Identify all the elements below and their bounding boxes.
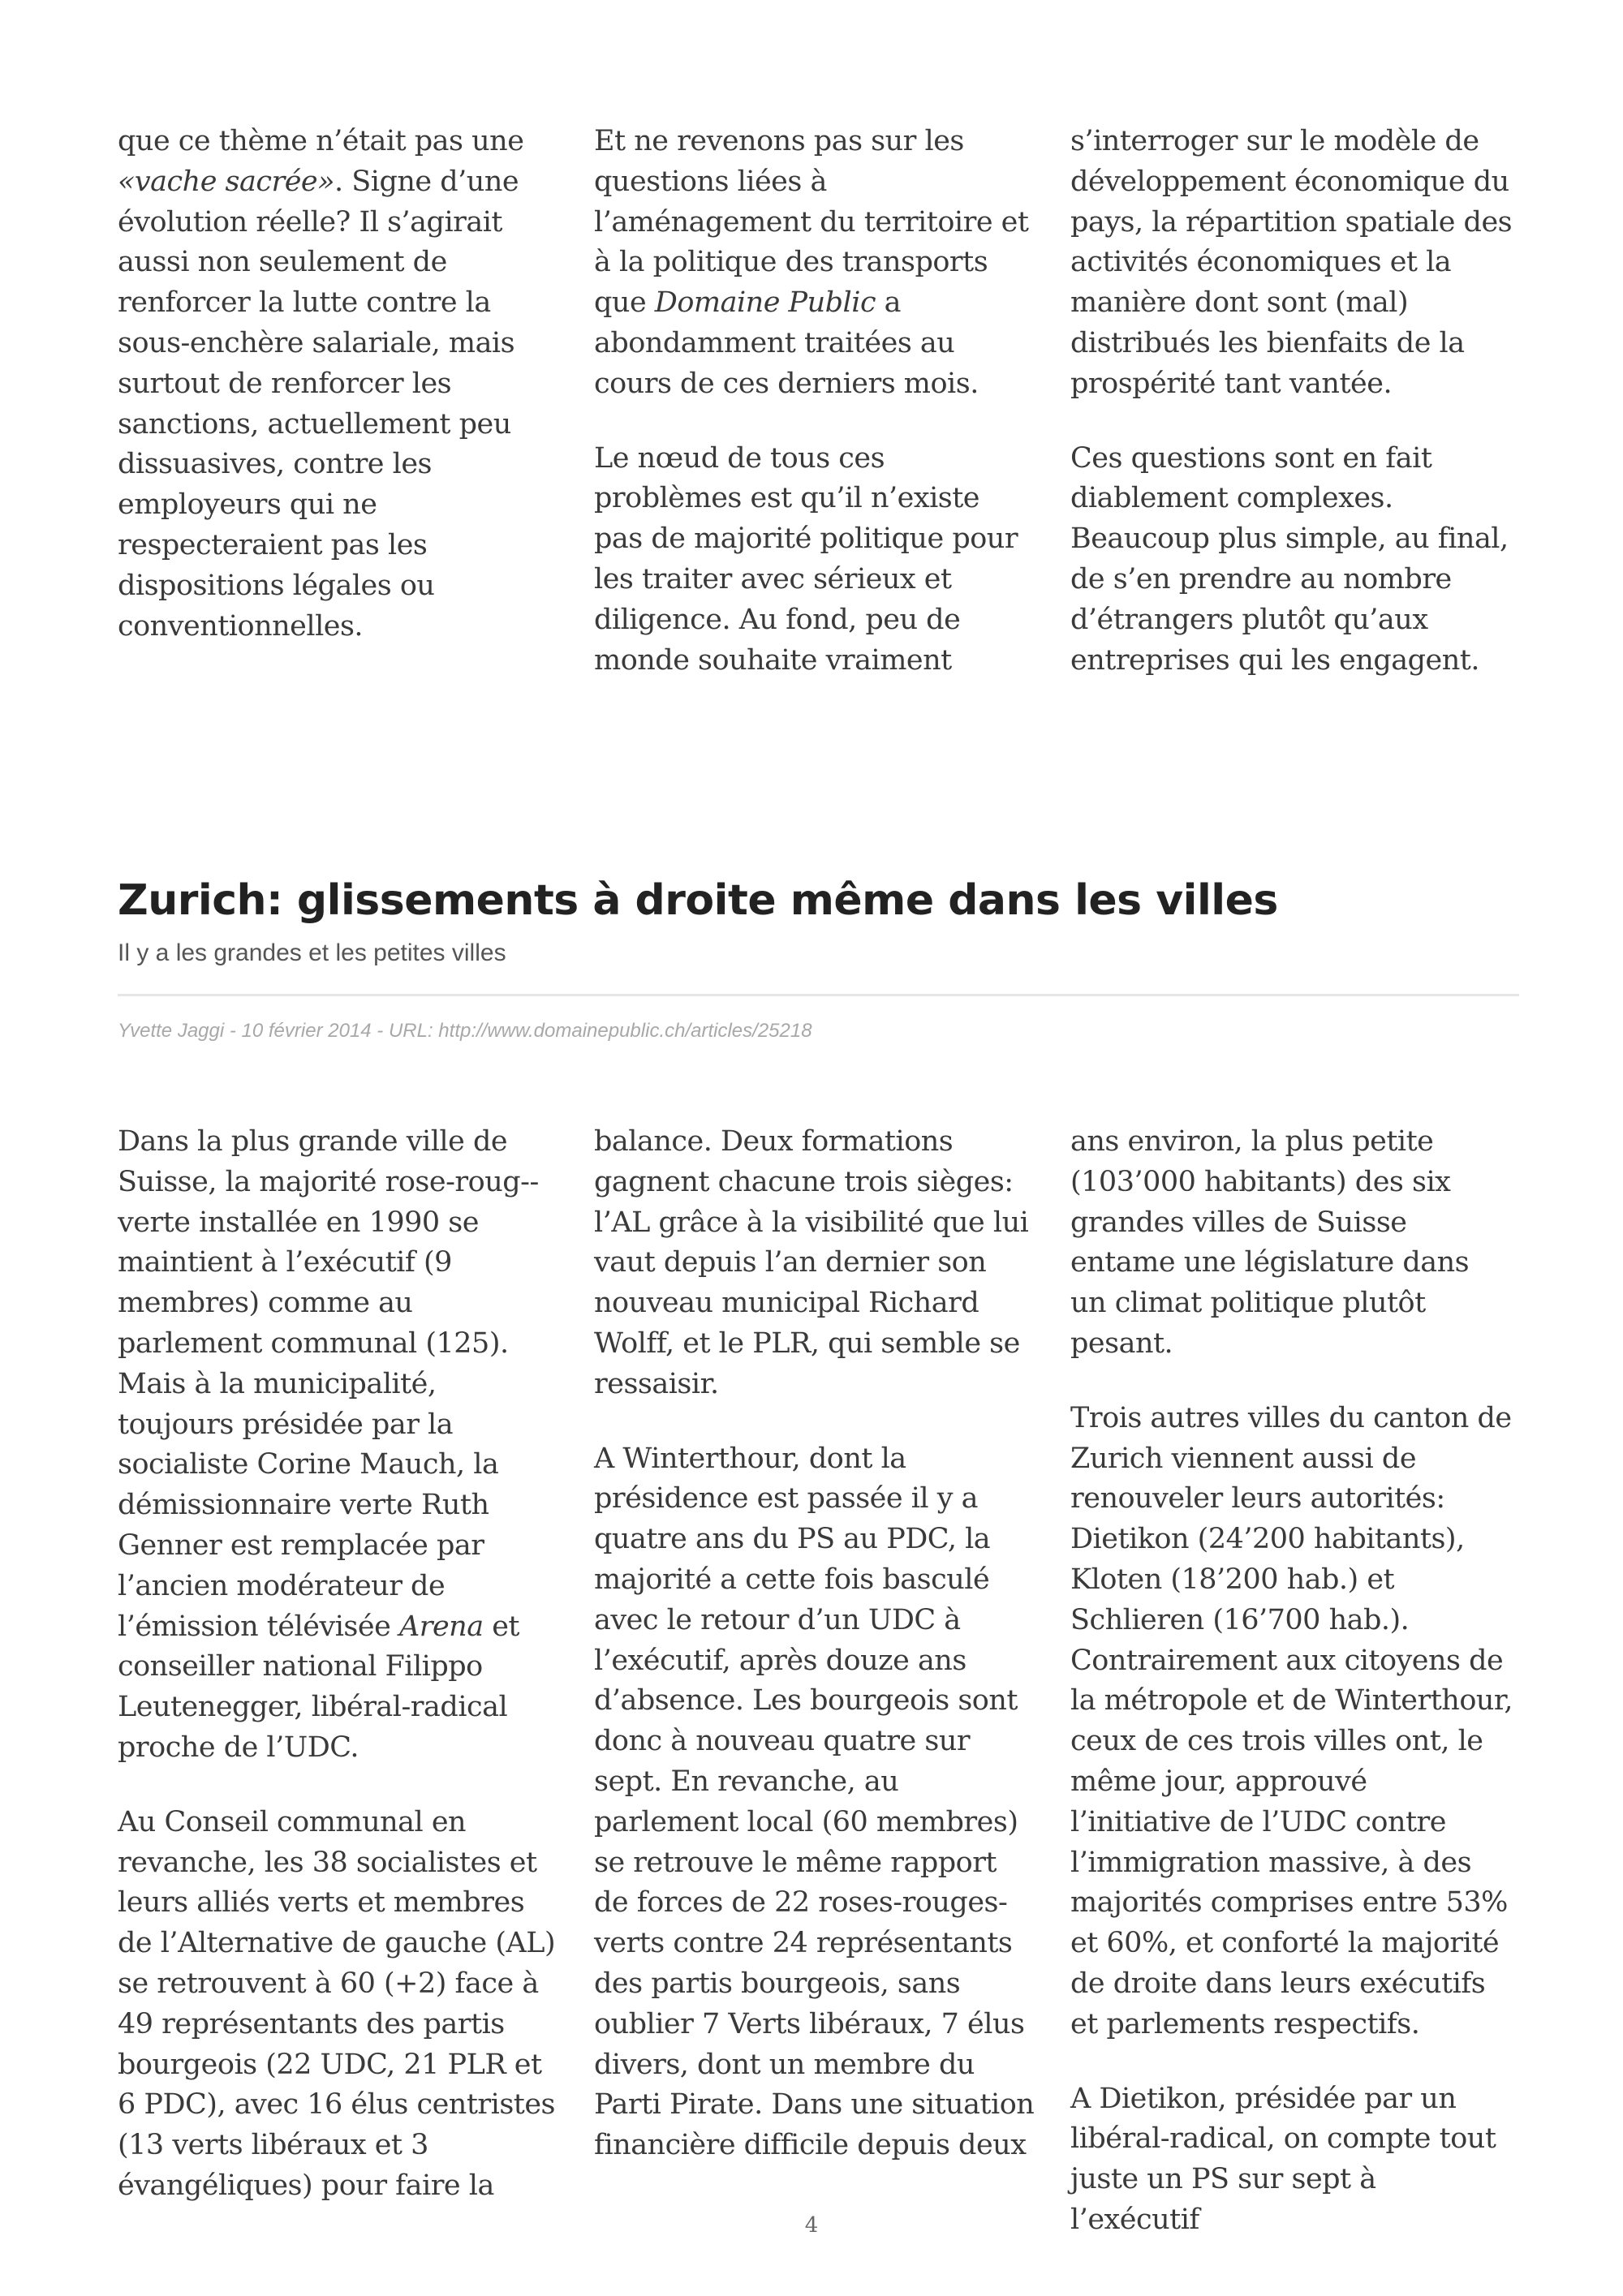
column-1 <box>118 122 560 681</box>
emphasis: Domaine Public <box>654 286 876 320</box>
paragraph: Le nœud de tous ces problèmes est qu’il n’existe pas de majorité politique pour les traiter avec sérieux et diligence. Au fond, peu de monde souhaite vraiment <box>594 441 1018 677</box>
paragraph: balance. Deux formations gagnent chacune trois sièges: l’AL grâce à la visibilité que lui vaut depuis l’an dernier son nouveau municipal Richard Wolff, et le PLR, qui semble se ressaisir. <box>594 1125 1029 1400</box>
column-2 <box>594 122 1036 681</box>
paragraph: que ce thème n’était pas une «vache sacrée». Signe d’une évolution réelle? Il s’agirait aussi non seulement de renforcer la lutte contre la sous-enchère salariale, mais surtout de renforcer les sanctions, actuellement peu dissuasives, contre les employeurs qui ne respecteraient pas les dispositions légales ou conventionnelles. <box>118 125 524 643</box>
article-title: Zurich: glissements à droite même dans les villes <box>118 876 1278 925</box>
page-number: 4 <box>804 2213 819 2238</box>
article-header <box>118 872 1519 1045</box>
previous-article-continuation <box>118 122 1513 681</box>
paragraph: Et ne revenons pas sur les questions liées à l’aménagement du territoire et à la politique des transports que Domaine Public a abondamment traitées au cours de ces derniers mois. <box>594 125 1029 400</box>
paragraph: A Dietikon, présidée par un libéral-radical, on compte tout juste un PS sur sept à l’exécutif <box>1070 2082 1496 2236</box>
column-3 <box>1070 1122 1513 2241</box>
article-body <box>118 1122 1513 2241</box>
column-1 <box>118 1122 560 2241</box>
column-2 <box>594 1122 1036 2241</box>
paragraph: Ces questions sont en fait diablement complexes. Beaucoup plus simple, au final, de s’en prendre au nombre d’étrangers plutôt qu’aux entreprises qui les engagent. <box>1070 441 1509 677</box>
column-3 <box>1070 122 1513 681</box>
paragraph: Trois autres villes du canton de Zurich viennent aussi de renouveler leurs autorités: Dietikon (24’200 habitants), Kloten (18’200 hab.) et Schlieren (16’700 hab.). Contrairement aux citoyens de la métropole et de Winterthour, ceux de ces trois villes ont, le même jour, approuvé l’initiative de l’UDC contre l’immigration massive, à des majorités comprises entre 53% et 60%, et conforté la majorité de droite dans leurs exécutifs et parlements respectifs. <box>1070 1401 1513 2040</box>
paragraph: Au Conseil communal en revanche, les 38 socialistes et leurs alliés verts et membres de l’Alternative de gauche (AL) se retrouvent à 60 (+2) face à 49 représentants des partis bourgeois (22 UDC, 21 PLR et 6 PDC), avec 16 élus centristes (13 verts libéraux et 3 évangéliques) pour faire la <box>118 1805 556 2202</box>
article-meta: Yvette Jaggi - 10 février 2014 - URL: http://www.domainepublic.ch/articles/25218 <box>118 1020 812 1042</box>
divider <box>118 994 1519 996</box>
paragraph: s’interroger sur le modèle de développement économique du pays, la répartition spatiale des activités économiques et la manière dont sont (mal) distribués les bienfaits de la prospérité tant vantée. <box>1070 125 1513 400</box>
emphasis: «vache sacrée» <box>118 165 335 198</box>
paragraph: A Winterthour, dont la présidence est passée il y a quatre ans du PS au PDC, la majorité a cette fois basculé avec le retour d’un UDC à l’exécutif, après douze ans d’absence. Les bourgeois sont donc à nouveau quatre sur sept. En revanche, au parlement local (60 membres) se retrouve le même rapport de forces de 22 roses-rouges-verts contre 24 représentants des partis bourgeois, sans oublier 7 Verts libéraux, 7 élus divers, dont un membre du Parti Pirate. Dans une situation financière difficile depuis deux <box>594 1442 1035 2162</box>
emphasis: Arena <box>398 1610 484 1643</box>
paragraph: Dans la plus grande ville de Suisse, la majorité rose-roug--verte installée en 1990 se maintient à l’exécutif (9 membres) comme au parlement communal (125). Mais à la municipalité, toujours présidée par la socialiste Corine Mauch, la démissionnaire verte Ruth Genner est remplacée par l’ancien modérateur de l’émission télévisée Arena et conseiller national Filippo Leutenegger, libéral-radical proche de l’UDC. <box>118 1125 539 1764</box>
article-subtitle: Il y a les grandes et les petites villes <box>118 939 506 966</box>
paragraph: ans environ, la plus petite (103’000 habitants) des six grandes villes de Suisse entame une législature dans un climat politique plutôt pesant. <box>1070 1125 1470 1360</box>
